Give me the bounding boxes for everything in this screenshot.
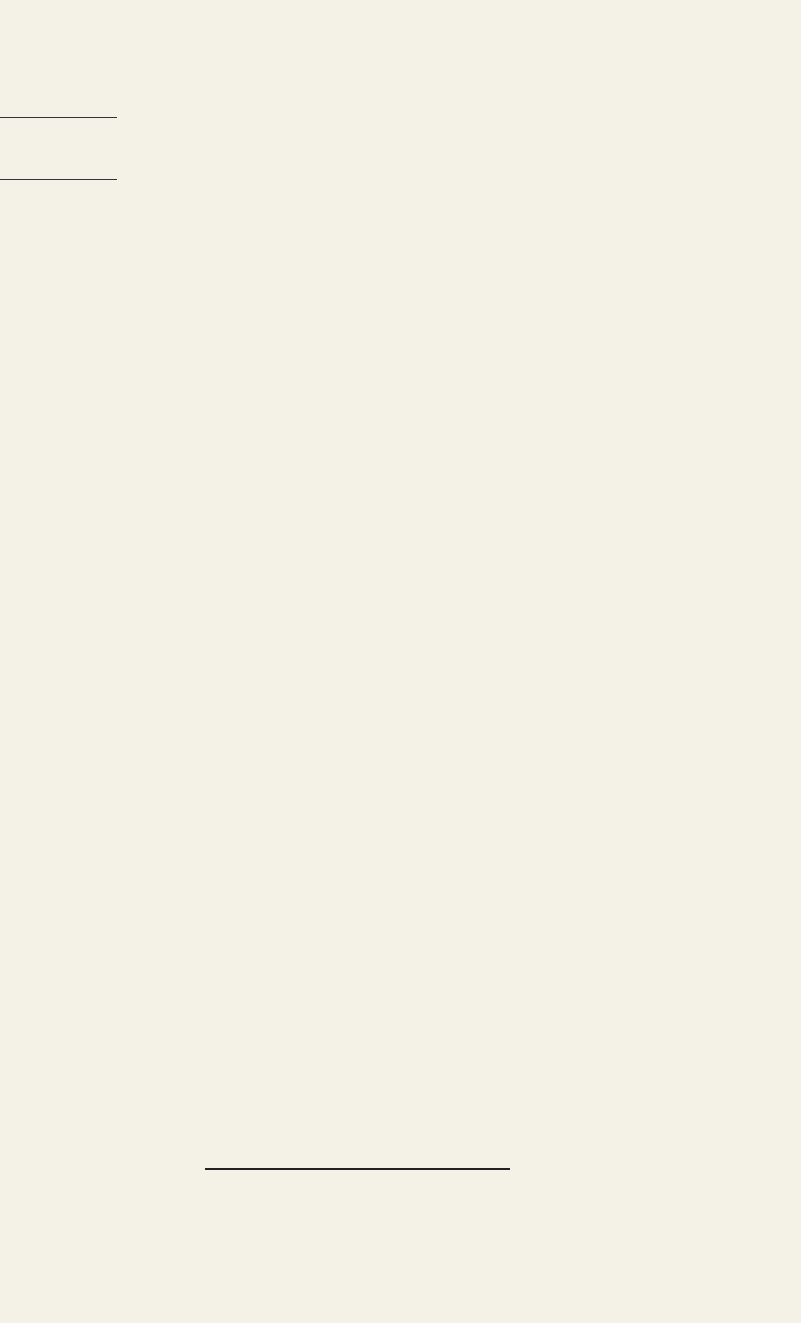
- header-sub-row: [0, 118, 783, 180]
- beds-table: [0, 117, 783, 180]
- footer-rule: [205, 1168, 510, 1170]
- name-column-header: [0, 118, 117, 180]
- running-head: [0, 30, 801, 60]
